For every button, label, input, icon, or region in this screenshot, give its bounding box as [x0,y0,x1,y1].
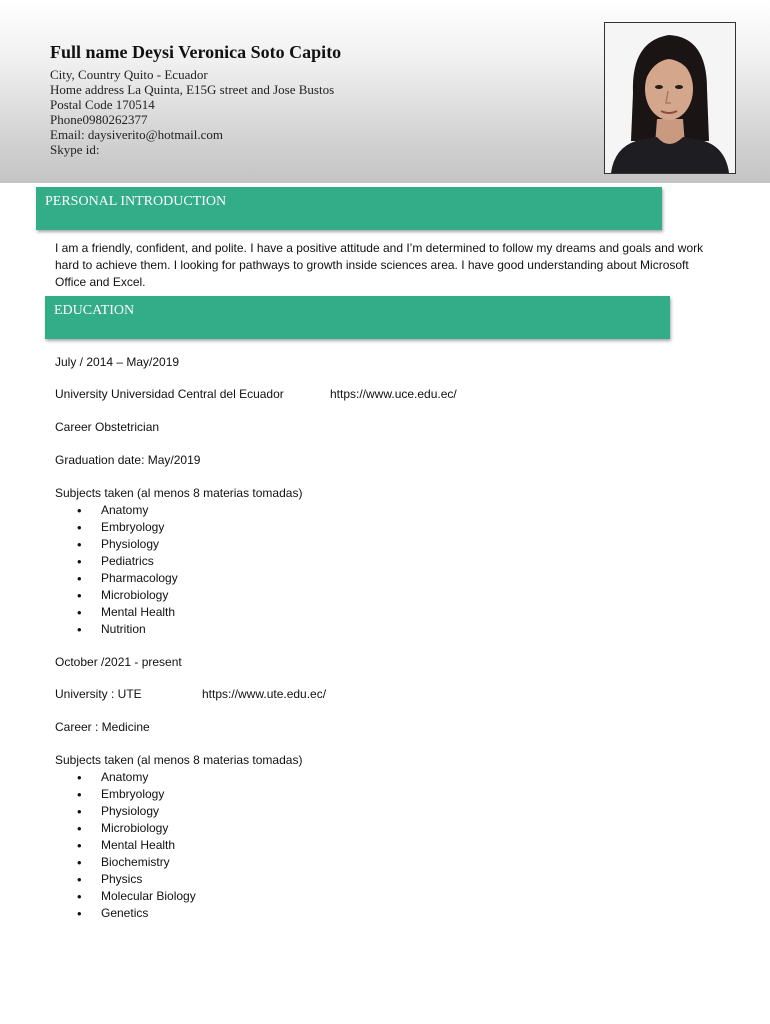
education-1-career: Career Obstetrician [55,420,160,434]
section-personal-introduction [36,187,662,230]
education-1-dates: July / 2014 – May/2019 [55,355,180,369]
education-2-subjects-label: Subjects taken (al menos 8 materias tomadas) [55,753,303,767]
introduction-text: I am a friendly, confident, and polite. I have a positive attitude and I’m determined to follow my dreams and goals and work hard to achieve them. I looking for pathways to growth inside sciences area. I have good understanding about Microsoft Office and Excel. [55,241,704,289]
education-2-university: University : UTE [55,687,142,701]
profile-photo [604,22,736,174]
education-1-subjects-list [55,502,178,638]
education-1-graduation: Graduation date: May/2019 [55,453,201,467]
phone: Phone0980262377 [50,112,148,127]
education-1-url[interactable]: https://www.uce.edu.ec/ [330,387,457,401]
education-1-subjects-label: Subjects taken (al menos 8 materias tomadas) [55,486,303,500]
education-1-university: University Universidad Central del Ecuador [55,387,284,401]
full-name: Full name Deysi Veronica Soto Capito [50,42,342,62]
email: Email: daysiverito@hotmail.com [50,127,223,142]
education-2-dates: October /2021 - present [55,655,182,669]
skype-id: Skype id: [50,142,100,157]
city-country: City, Country Quito - Ecuador [50,67,208,82]
list-item: • Pediatrics [55,553,178,570]
list-item: • Biochemistry [55,854,196,871]
list-item: • Microbiology [55,587,178,604]
education-2-subjects-list [55,769,196,922]
list-item: • Physiology [55,803,196,820]
list-item: • Molecular Biology [55,888,196,905]
list-item: • Microbiology [55,820,196,837]
list-item: • Embryology [55,519,178,536]
header-banner [0,0,770,183]
list-item: • Physics [55,871,196,888]
section-title: PERSONAL INTRODUCTION [45,194,227,209]
education-2-url[interactable]: https://www.ute.edu.ec/ [202,687,327,701]
list-item: • Mental Health [55,837,196,854]
list-item: • Anatomy [55,769,196,786]
list-item: • Genetics [55,905,196,922]
list-item: • Physiology [55,536,178,553]
list-item: • Pharmacology [55,570,178,587]
list-item: • Anatomy [55,502,178,519]
education-2-career: Career : Medicine [55,720,150,734]
list-item: • Mental Health [55,604,178,621]
section-title: EDUCATION [54,303,135,318]
section-education [45,296,670,339]
contact-block [50,42,341,157]
list-item: • Nutrition [55,621,178,638]
home-address: Home address La Quinta, E15G street and Jose Bustos [50,82,335,97]
list-item: • Embryology [55,786,196,803]
postal-code: Postal Code 170514 [50,97,155,112]
